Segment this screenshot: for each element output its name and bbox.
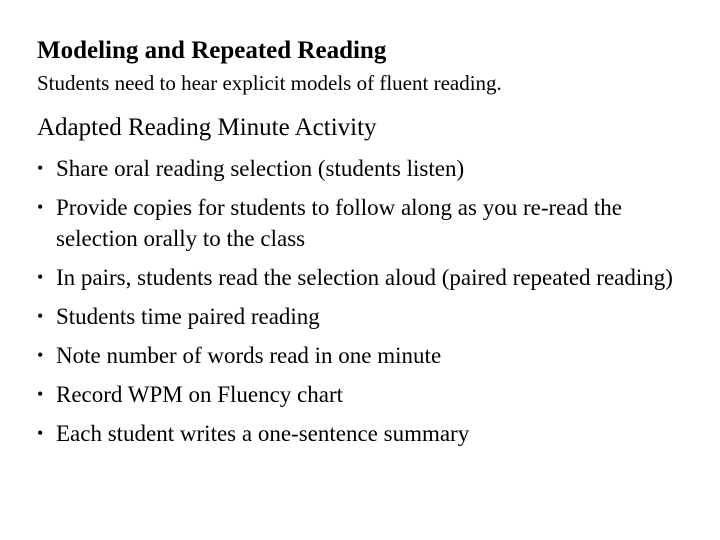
bullet-text: Record WPM on Fluency chart [56,382,344,407]
bullet-dot-icon: • [37,306,44,326]
bullet-dot-icon: • [37,267,44,287]
bullet-list [37,153,677,457]
bullet-text: Each student writes a one-sentence summary [56,421,470,446]
bullet-item [37,192,677,254]
bullet-dot-icon: • [37,384,44,404]
bullet-dot-icon: • [37,197,44,217]
bullet-text: Provide copies for students to follow along as you re-read the selection orally to the class [56,195,622,251]
bullet-dot-icon: • [37,345,44,365]
bullet-text: Students time paired reading [56,304,320,329]
slide-subtitle: Students need to hear explicit models of fluent reading. [37,71,502,95]
bullet-item [37,301,677,332]
bullet-text: Note number of words read in one minute [56,343,442,368]
bullet-text: Share oral reading selection (students listen) [56,156,465,181]
bullet-item [37,418,677,449]
slide-title: Modeling and Repeated Reading [37,37,387,64]
bullet-text: In pairs, students read the selection aloud (paired repeated reading) [56,265,673,290]
bullet-dot-icon: • [37,423,44,443]
bullet-item [37,262,677,293]
bullet-dot-icon: • [37,158,44,178]
bullet-item [37,153,677,184]
bullet-item [37,379,677,410]
bullet-item [37,340,677,371]
section-heading: Adapted Reading Minute Activity [37,114,377,141]
